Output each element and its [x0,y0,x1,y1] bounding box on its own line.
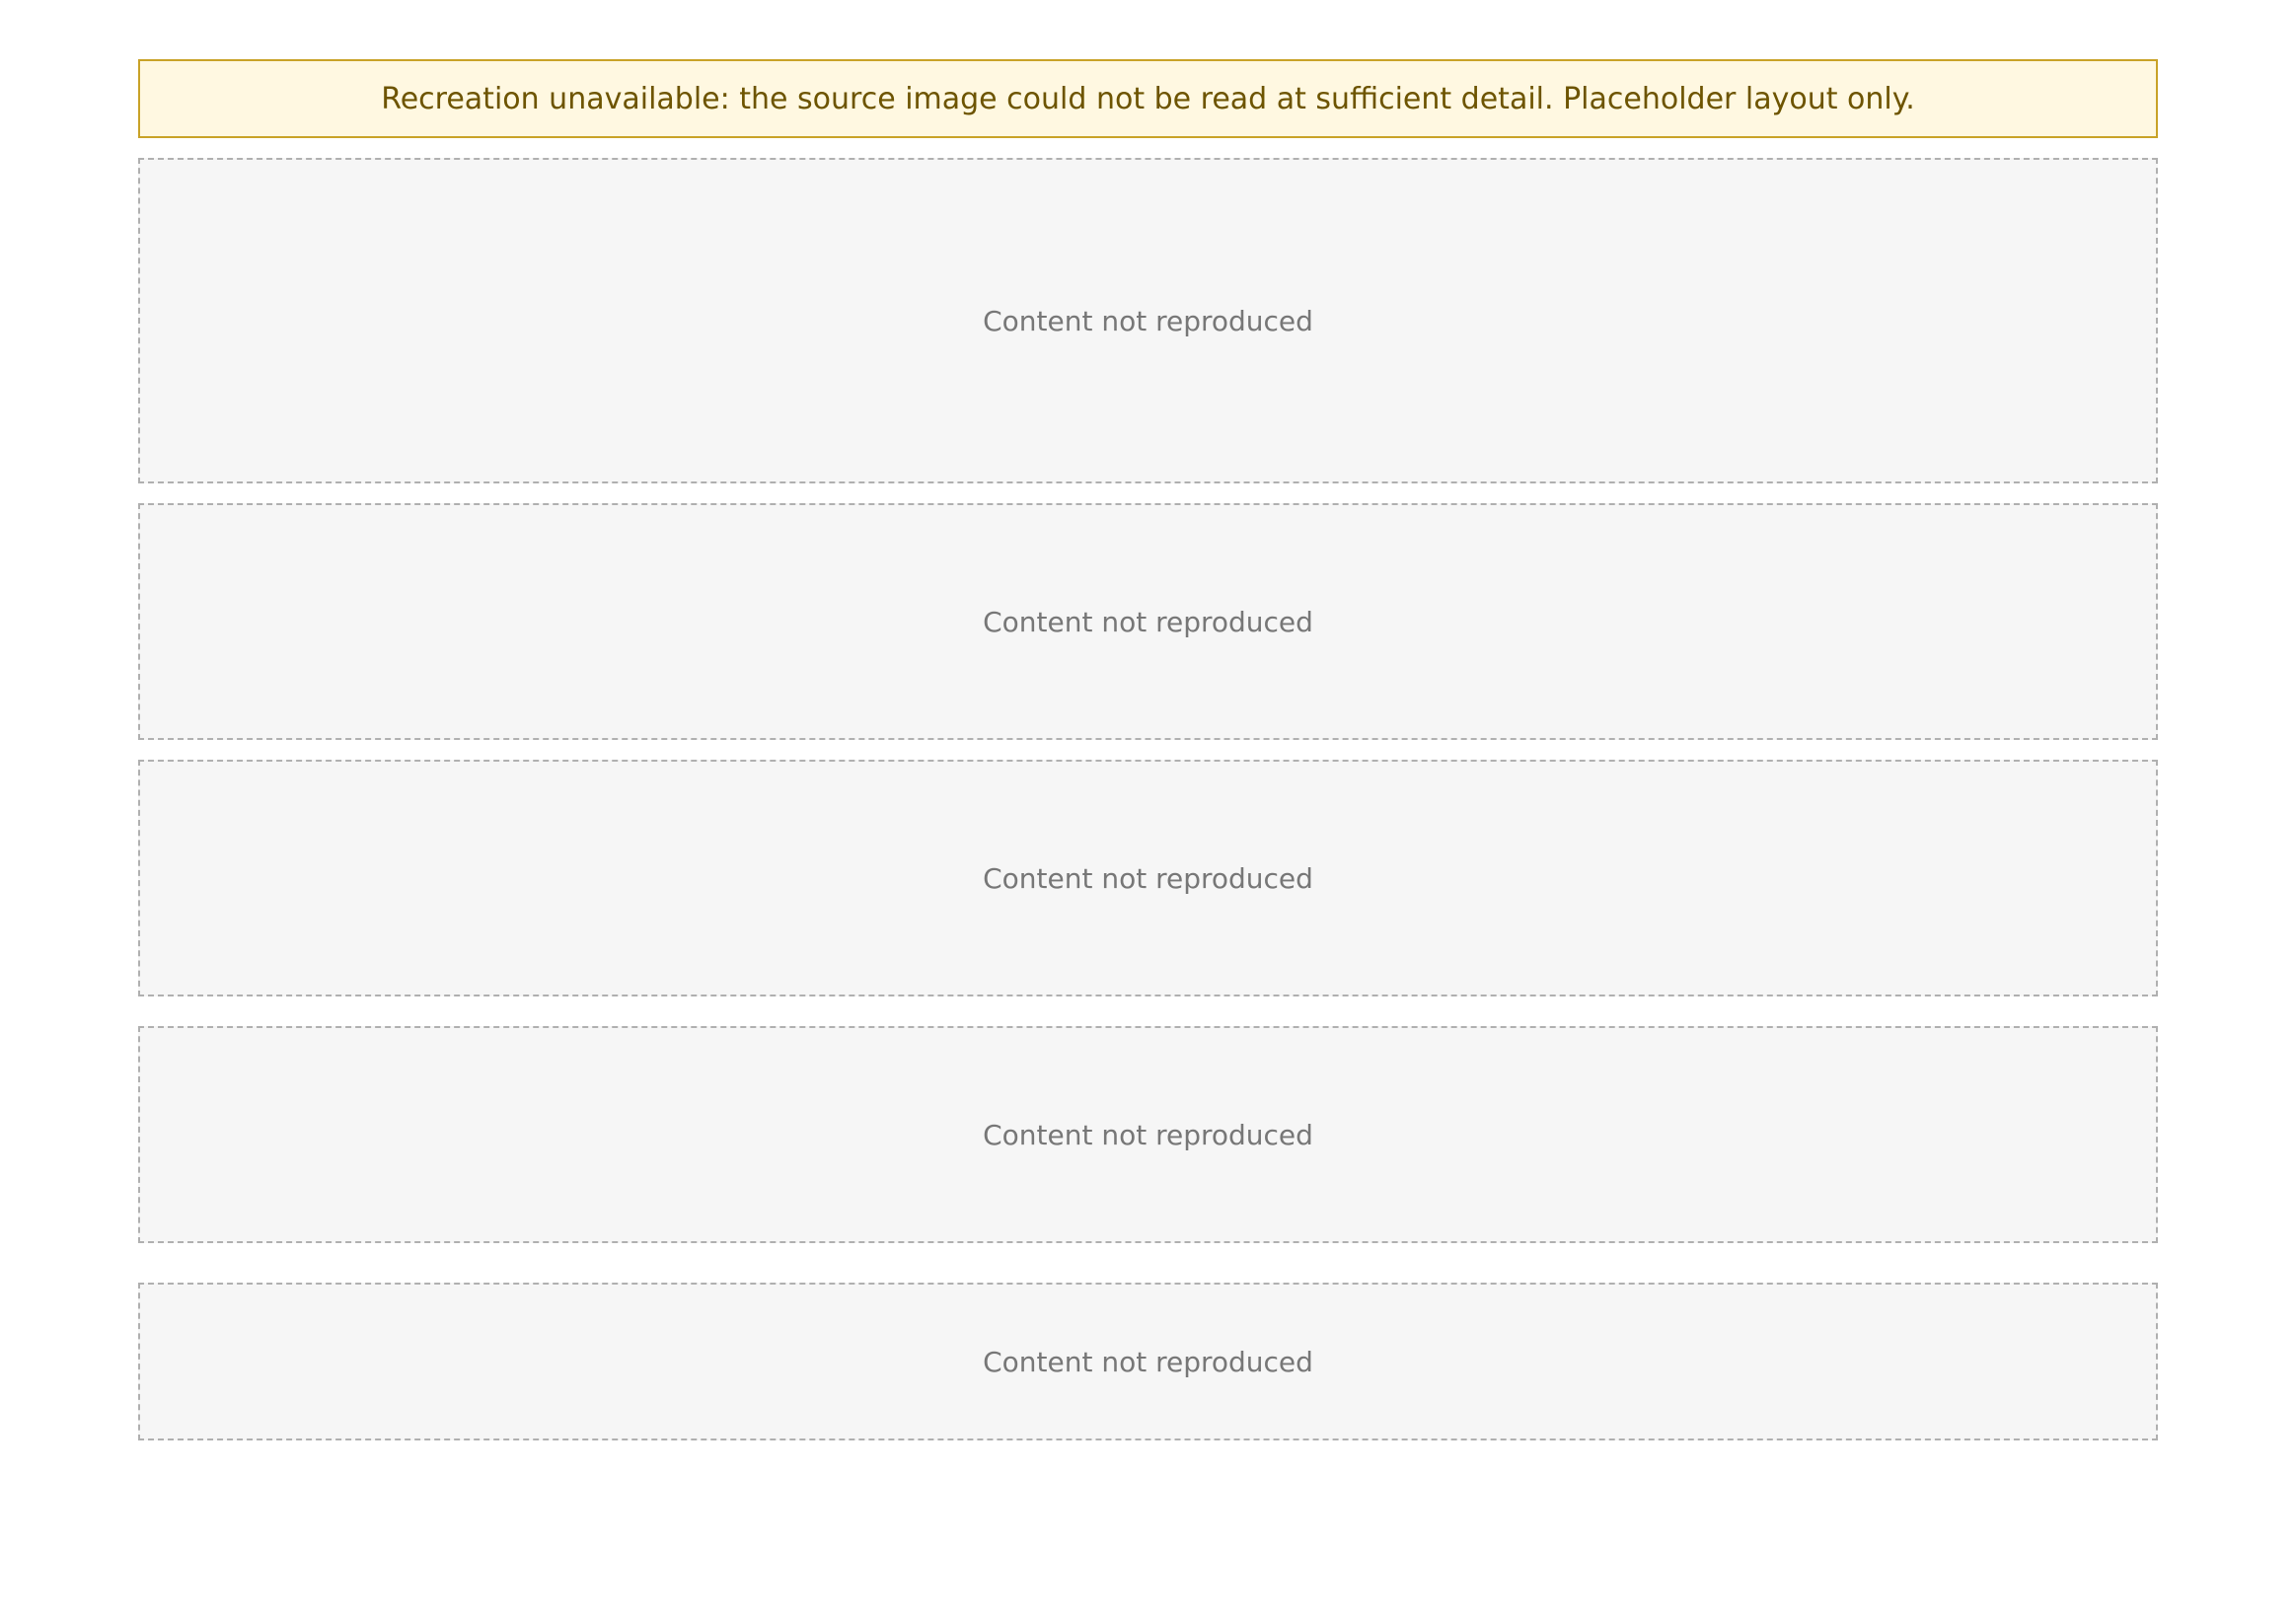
table-placeholder: Content not reproduced [138,1026,2158,1243]
signature-block-placeholder: Content not reproduced [138,1283,2158,1440]
table-placeholder: Content not reproduced [138,503,2158,740]
table-placeholder: Content not reproduced [138,158,2158,483]
table-placeholder: Content not reproduced [138,760,2158,996]
placeholder-notice: Recreation unavailable: the source image could not be read at sufficient detail. Placeholder layout only. [138,59,2158,138]
